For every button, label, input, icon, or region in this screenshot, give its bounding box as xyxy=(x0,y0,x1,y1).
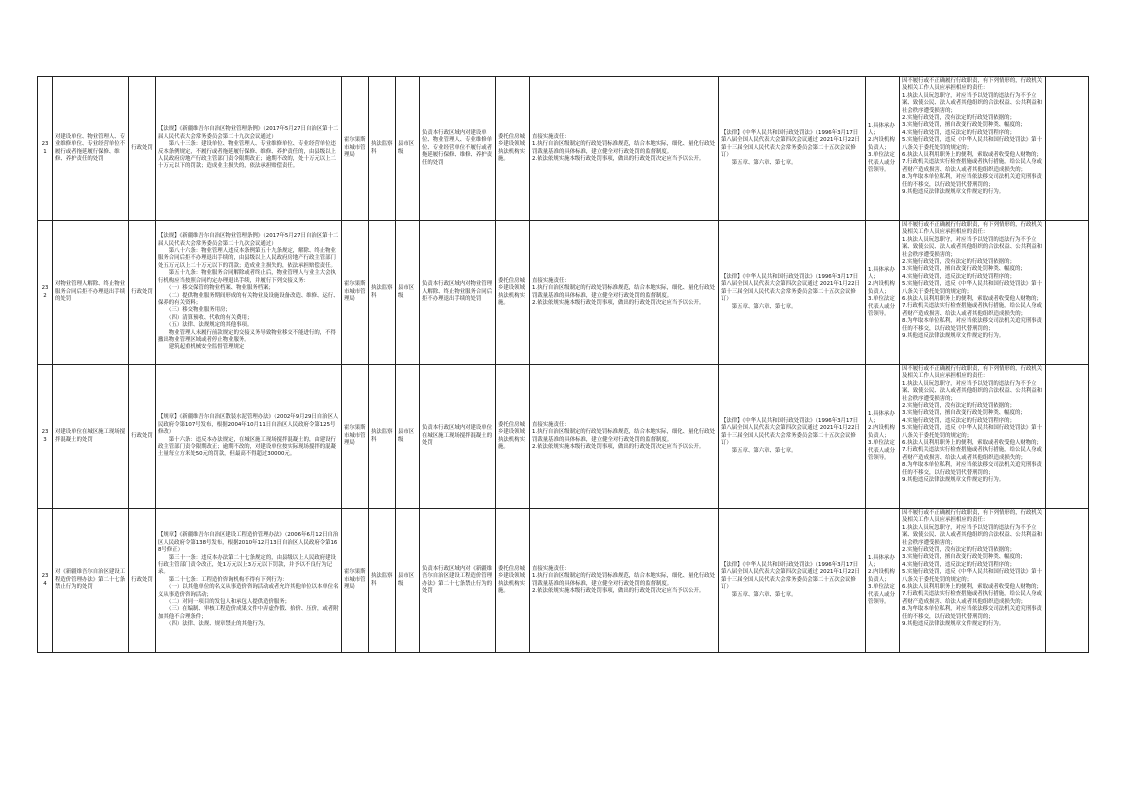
power-list-table xyxy=(37,76,1089,653)
item-name: 对物业管理人解除、终止物业服务合同后拒不办理退出手续的处罚 xyxy=(53,221,129,365)
enforcement-unit-cell: 执法监察科 xyxy=(369,77,396,221)
legal-basis-cell: 【法规】《新疆维吾尔自治区物业管理条例》（2017年5月27日自治区第十二届人民代表大会常务委员会第二十九次会议通过） 第八十六条：物业管理人违反本条例第五十九条规定，解除、终止物业服务合同后拒不办理退出手续的，由县级以上人民政府房地产行政主管部门处五万元以上二十万元以下的罚款；造成业主损失的，依法承担赔偿责任。 第五十九条：物业服务合同解除或者终止后，物业管理人与业主大会执行机构应当按照合同约定办理退出手续，并履行下列交接义务： （一）移交保管的物业档案、物业服务档案； （二）提供物业服务期间形成的有关物业及设施设备改造、维修、运行、保养的有关资料； （三）移交物业服务用房； （四）清算预收、代收的有关费用； （五）法律、法规规定的其他事项。 物业管理人未履行前款规定的交接义务导致物业移交不能进行的，不得撤出物业管理区域或者停止物业服务。 建筑起重机械安全监督管理规定 xyxy=(156,221,342,365)
accountability-cell: 1.具体承办人； 2.内设机构负责人； 3.单位法定代表人或分管领导。 xyxy=(866,509,900,653)
accountability-cell: 1.具体承办人； 2.内设机构负责人； 3.单位法定代表人或分管领导。 xyxy=(866,221,900,365)
item-category: 行政处罚 xyxy=(129,77,156,221)
liability-cell: 因不履行或不正确履行行政职责，有下列情形的，行政机关及相关工作人员应承担相应的责任： 1.执法人员玩忽职守，对应当予以处罚的违法行为不予立案、致使公民、法人或者其他组织的合法权益、公共利益和社会秩序遭受损害的； 2.实施行政处罚，没有法定的行政处罚依据的； 3.实施行政处罚，擅自改变行政处罚种类、幅度的； 4.实施行政处罚，违反法定的行政处罚程序的； 5.实施行政处罚，违反《中华人民共和国行政处罚法》第十八条关于委托处罚的规定的； 6.执法人员利用职务上的便利，索取或者收受他人财物的； 7.行政机关违法实行检查措施或者执行措施，给公民人身或者财产造成损害、给法人或者其他组织造成损失的； 8.为牟取本单位私利，对应当依法移交司法机关追究刑事责任的不移交，以行政处罚代替刑罚的； 9.其他违反法律法规规章文件规定的行为。 xyxy=(900,77,1046,221)
remarks-cell xyxy=(1046,221,1089,365)
legal-basis-cell: 【规章】《新疆维吾尔自治区散装水泥管理办法》（2002年9月29日自治区人民政府令第107号发布，根据2004年10月11日自治区人民政府令第125号修改） 第十六条：违反本办法规定，在城区施工现场搅拌混凝土的，由建设行政主管部门责令限期改正；逾期不改的，对建设单位按实际现场搅拌的混凝土量每立方米处50元的罚款，但最高不得超过30000元。 xyxy=(156,365,342,509)
row-number: 231 xyxy=(38,77,53,221)
table-row xyxy=(38,365,1089,509)
item-category: 行政处罚 xyxy=(129,365,156,509)
penalty-law-cell: 【法律】《中华人民共和国行政处罚法》（1996年3月17日第八届全国人民代表大会第四次会议通过 2021年1月22日第十三届全国人民代表大会常务委员会第二十五次会议修订） 第五章、第六章、第七章。 xyxy=(719,509,866,653)
liability-cell: 因不履行或不正确履行行政职责，有下列情形的，行政机关及相关工作人员应承担相应的责任： 1.执法人员玩忽职守，对应当予以处罚的违法行为不予立案、致使公民、法人或者其他组织的合法权益、公共利益和社会秩序遭受损害的； 2.实施行政处罚，没有法定的行政处罚依据的； 3.实施行政处罚，擅自改变行政处罚种类、幅度的； 4.实施行政处罚，违反法定的行政处罚程序的； 5.实施行政处罚，违反《中华人民共和国行政处罚法》第十八条关于委托处罚的规定的； 6.执法人员利用职务上的便利，索取或者收受他人财物的； 7.行政机关违法实行检查措施或者执行措施，给公民人身或者财产造成损害、给法人或者其他组织造成损失的； 8.为牟取本单位私利，对应当依法移交司法机关追究刑事责任的不移交，以行政处罚代替刑罚的； 9.其他违反法律法规规章文件规定的行为。 xyxy=(900,509,1046,653)
implementation-cell: 直接实施责任： 1.执行自治区级制定的行政处罚标准规范，结合本地实际，细化、量化行政处罚裁量基准的具体标准，建立健全对行政处罚的监督制度。 2.依法依规实施本级行政处罚事项，做出的行政处罚决定应当予以公开。 xyxy=(530,365,719,509)
enforcement-unit-cell: 执法监察科 xyxy=(369,509,396,653)
guidance-cell: 委托住房城乡建设领域执法机构实施。 xyxy=(496,509,530,653)
responsibility-cell: 负责本行政区域内对物业管理人解除、终止物业服务合同后拒不办理退出手续的处罚 xyxy=(420,221,496,365)
enforcement-unit-cell: 执法监察科 xyxy=(369,221,396,365)
liability-cell: 因不履行或不正确履行行政职责，有下列情形的，行政机关及相关工作人员应承担相应的责任： 1.执法人员玩忽职守，对应当予以处罚的违法行为不予立案、致使公民、法人或者其他组织的合法权益、公共利益和社会秩序遭受损害的； 2.实施行政处罚，没有法定的行政处罚依据的； 3.实施行政处罚，擅自改变行政处罚种类、幅度的； 4.实施行政处罚，违反法定的行政处罚程序的； 5.实施行政处罚，违反《中华人民共和国行政处罚法》第十八条关于委托处罚的规定的； 6.执法人员利用职务上的便利，索取或者收受他人财物的； 7.行政机关违法实行检查措施或者执行措施，给公民人身或者财产造成损害、给法人或者其他组织造成损失的； 8.为牟取本单位私利，对应当依法移交司法机关追究刑事责任的不移交，以行政处罚代替刑罚的； 9.其他违反法律法规规章文件规定的行为。 xyxy=(900,221,1046,365)
department-cell: 霍尔果斯市城市管理局 xyxy=(342,509,369,653)
implementation-cell: 直接实施责任： 1.执行自治区级制定的行政处罚标准规范，结合本地实际，细化、量化行政处罚裁量基准的具体标准，建立健全对行政处罚的监督制度。 2.依法依规实施本级行政处罚事项，做出的行政处罚决定应当予以公开。 xyxy=(530,77,719,221)
department-cell: 霍尔果斯市城市管理局 xyxy=(342,77,369,221)
penalty-law-cell: 【法律】《中华人民共和国行政处罚法》（1996年3月17日第八届全国人民代表大会第四次会议通过 2021年1月22日第十三届全国人民代表大会常务委员会第二十五次会议修订） 第五章、第六章、第七章。 xyxy=(719,221,866,365)
responsibility-cell: 负责本行政区域内对建设单位在城区施工现场搅拌混凝土的处罚 xyxy=(420,365,496,509)
item-name: 对建设单位在城区施工现场搅拌混凝土的处罚 xyxy=(53,365,129,509)
accountability-cell: 1.具体承办人； 2.内设机构负责人； 3.单位法定代表人或分管领导。 xyxy=(866,77,900,221)
guidance-cell: 委托住房城乡建设领域执法机构实施。 xyxy=(496,77,530,221)
remarks-cell xyxy=(1046,77,1089,221)
row-number: 233 xyxy=(38,365,53,509)
implementation-cell: 直接实施责任： 1.执行自治区级制定的行政处罚标准规范，结合本地实际，细化、量化行政处罚裁量基准的具体标准，建立健全对行政处罚的监督制度。 2.依法依规实施本级行政处罚事项，做出的行政处罚决定应当予以公开。 xyxy=(530,509,719,653)
liability-cell: 因不履行或不正确履行行政职责，有下列情形的，行政机关及相关工作人员应承担相应的责任： 1.执法人员玩忽职守，对应当予以处罚的违法行为不予立案、致使公民、法人或者其他组织的合法权益、公共利益和社会秩序遭受损害的； 2.实施行政处罚，没有法定的行政处罚依据的； 3.实施行政处罚，擅自改变行政处罚种类、幅度的； 4.实施行政处罚，违反法定的行政处罚程序的； 5.实施行政处罚，违反《中华人民共和国行政处罚法》第十八条关于委托处罚的规定的； 6.执法人员利用职务上的便利，索取或者收受他人财物的； 7.行政机关违法实行检查措施或者执行措施，给公民人身或者财产造成损害、给法人或者其他组织造成损失的； 8.为牟取本单位私利，对应当依法移交司法机关追究刑事责任的不移交，以行政处罚代替刑罚的； 9.其他违反法律法规规章文件规定的行为。 xyxy=(900,365,1046,509)
department-cell: 霍尔果斯市城市管理局 xyxy=(342,365,369,509)
level-cell: 县市区级 xyxy=(396,77,420,221)
legal-basis-cell: 【法规】《新疆维吾尔自治区物业管理条例》（2017年5月27日自治区第十二届人民代表大会常务委员会第二十九次会议通过） 第八十三条：建设单位、物业管理人、专业维修单位、专业经营单位违反本条例规定，不履行或者拖延履行保修、维修、养护责任的，由县级以上人民政府房地产行政主管部门责令限期改正；逾期不改的，处十万元以上二十万元以下的罚款；造成业主损失的，依法承担赔偿责任。 xyxy=(156,77,342,221)
penalty-law-cell: 【法律】《中华人民共和国行政处罚法》（1996年3月17日第八届全国人民代表大会第四次会议通过 2021年1月22日第十三届全国人民代表大会常务委员会第二十五次会议修订） 第五章、第六章、第七章。 xyxy=(719,77,866,221)
guidance-cell: 委托住房城乡建设领域执法机构实施。 xyxy=(496,365,530,509)
table-row xyxy=(38,221,1089,365)
implementation-cell: 直接实施责任： 1.执行自治区级制定的行政处罚标准规范，结合本地实际，细化、量化行政处罚裁量基准的具体标准，建立健全对行政处罚的监督制度。 2.依法依规实施本级行政处罚事项，做出的行政处罚决定应当予以公开。 xyxy=(530,221,719,365)
level-cell: 县市区级 xyxy=(396,365,420,509)
level-cell: 县市区级 xyxy=(396,509,420,653)
enforcement-unit-cell: 执法监察科 xyxy=(369,365,396,509)
legal-basis-cell: 【规章】《新疆维吾尔自治区建设工程造价管理办法》（2006年6月12日自治区人民政府令第138号发布，根据2010年12月13日自治区人民政府令第168号修正） 第三十一条：违反本办法第二十七条规定的，由县级以上人民政府建设行政主管部门责令改正，处1万元以上3万元以下罚款，并予以不良行为记录。 第二十七条：工程造价咨询机构不得有下列行为： （一）以其他单位的名义从事造价咨询活动或者允许其他单位以本单位名义从事造价咨询活动； （二）对同一项目的发包人和承包人提供造价服务； （三）在编制、审核工程造价成果文件中弄虚作假、抬价、压价，或者附加其他不合理条件； （四）法律、法规、规章禁止的其他行为。 xyxy=(156,509,342,653)
responsibility-cell: 负责本行政区域内对建设单位、物业管理人、专业维修单位、专业经营单位不履行或者拖延履行保修、维修、养护责任的处罚 xyxy=(420,77,496,221)
level-cell: 县市区级 xyxy=(396,221,420,365)
item-category: 行政处罚 xyxy=(129,509,156,653)
row-number: 234 xyxy=(38,509,53,653)
department-cell: 霍尔果斯市城市管理局 xyxy=(342,221,369,365)
guidance-cell: 委托住房城乡建设领域执法机构实施。 xyxy=(496,221,530,365)
responsibility-cell: 负责本行政区域内对《新疆维吾尔自治区建设工程造价管理办法》第二十七条禁止行为的处罚 xyxy=(420,509,496,653)
remarks-cell xyxy=(1046,365,1089,509)
table-row xyxy=(38,509,1089,653)
table-row xyxy=(38,77,1089,221)
remarks-cell xyxy=(1046,509,1089,653)
penalty-law-cell: 【法律】《中华人民共和国行政处罚法》（1996年3月17日第八届全国人民代表大会第四次会议通过 2021年1月22日第十三届全国人民代表大会常务委员会第二十五次会议修订） 第五章、第六章、第七章。 xyxy=(719,365,866,509)
accountability-cell: 1.具体承办人； 2.内设机构负责人； 3.单位法定代表人或分管领导。 xyxy=(866,365,900,509)
item-name: 对《新疆维吾尔自治区建设工程造价管理办法》第二十七条禁止行为的处罚 xyxy=(53,509,129,653)
item-name: 对建设单位、物业管理人、专业维修单位、专业经营单位不履行或者拖延履行保修、维修、养护责任的处罚 xyxy=(53,77,129,221)
row-number: 232 xyxy=(38,221,53,365)
item-category: 行政处罚 xyxy=(129,221,156,365)
